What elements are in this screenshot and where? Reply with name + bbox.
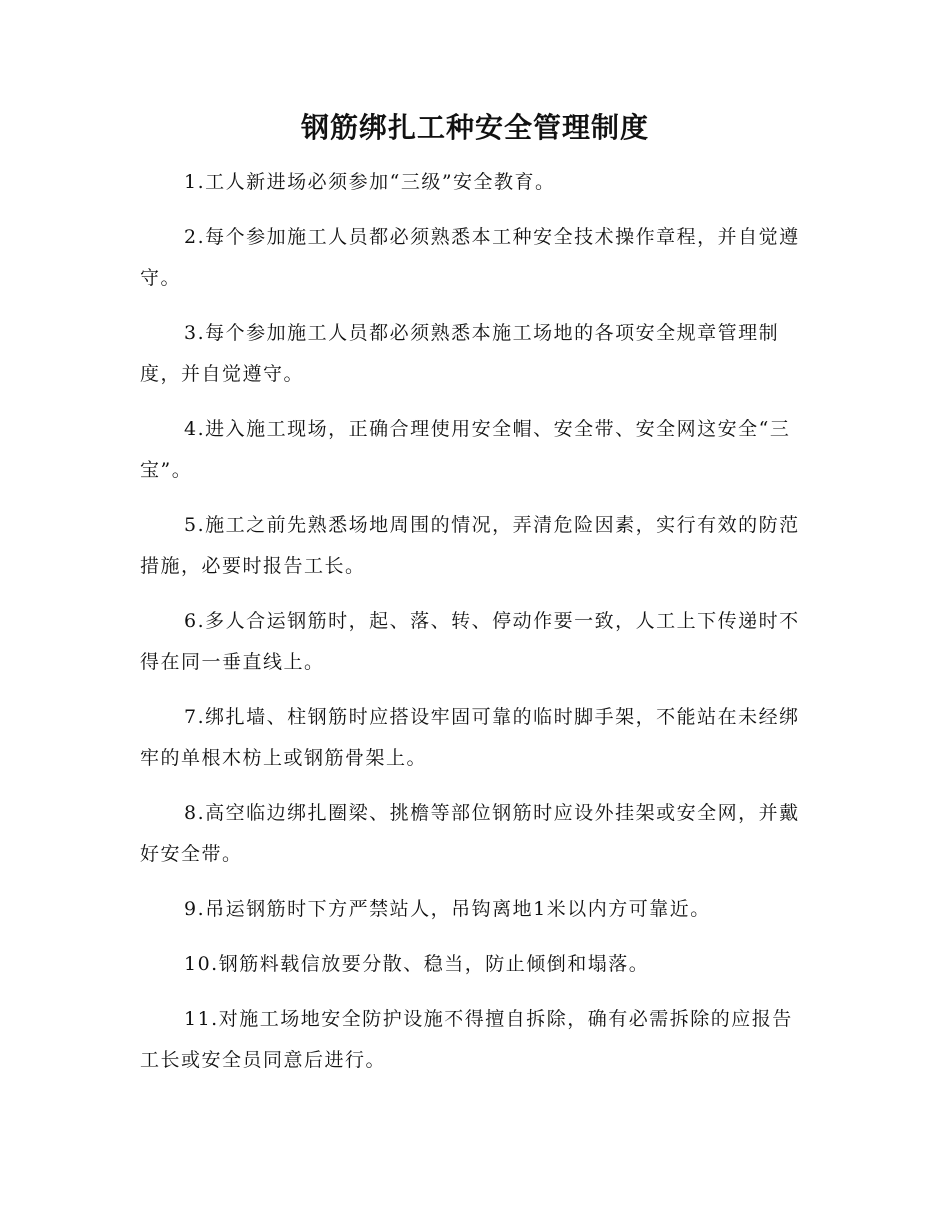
document-title: 钢筋绑扎工种安全管理制度	[300, 111, 649, 144]
rule-paragraph-2: 2.每个参加施工人员都必须熟悉本工种安全技术操作章程，并自觉遵守。	[140, 226, 800, 289]
rule-paragraph-10: 10.钢筋料载信放要分散、稳当，防止倾倒和塌落。	[184, 953, 650, 975]
document-body	[140, 162, 805, 1095]
rule-paragraph-11: 11.对施工场地安全防护设施不得擅自拆除，确有必需拆除的应报告工长或安全员同意后进行。	[140, 1008, 793, 1071]
rule-paragraph-4: 4.进入施工现场，正确合理使用安全帽、安全带、安全网这安全“三宝”。	[140, 418, 791, 481]
rule-paragraph-7: 7.绑扎墙、柱钢筋时应搭设牢固可靠的临时脚手架，不能站在未经绑牢的单根木枋上或钢筋骨架上。	[140, 706, 800, 769]
rule-paragraph-6: 6.多人合运钢筋时，起、落、转、停动作要一致，人工上下传递时不得在同一垂直线上。	[140, 610, 800, 673]
rule-paragraph-8: 8.高空临边绑扎圈梁、挑檐等部位钢筋时应设外挂架或安全网，并戴好安全带。	[140, 802, 800, 865]
rule-paragraph-1: 1.工人新进场必须参加“三级”安全教育。	[184, 171, 556, 193]
rule-paragraph-9: 9.吊运钢筋时下方严禁站人，吊钩离地1米以内方可靠近。	[184, 898, 711, 920]
rule-paragraph-5: 5.施工之前先熟悉场地周围的情况，弄清危险因素，实行有效的防范措施，必要时报告工长。	[140, 514, 800, 577]
rule-paragraph-3: 3.每个参加施工人员都必须熟悉本施工场地的各项安全规章管理制度，并自觉遵守。	[140, 322, 780, 385]
